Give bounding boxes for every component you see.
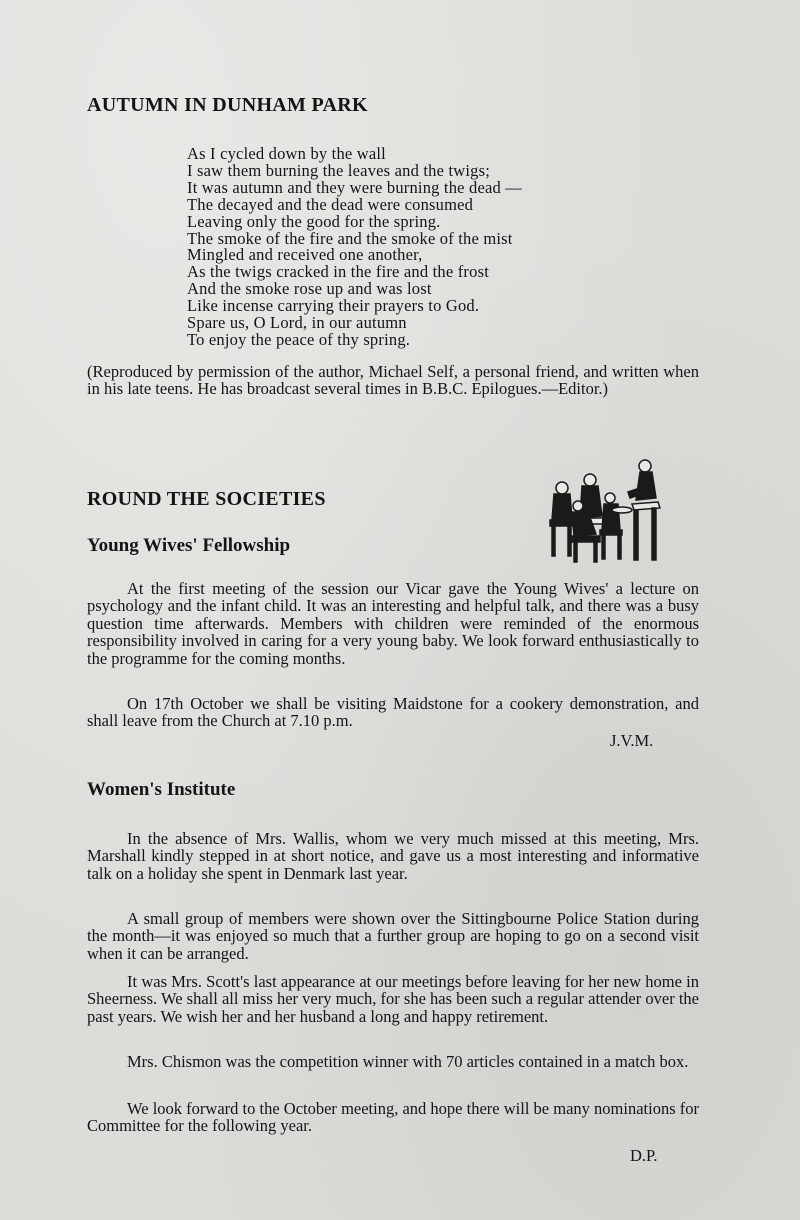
poem-line: Spare us, O Lord, in our autumn [187, 313, 407, 333]
group-meeting-illustration [548, 458, 666, 566]
womens-institute-paragraph: We look forward to the October meeting, and hope there will be many nominations for Committee for the following year. [87, 1099, 699, 1136]
poem-line: Mingled and received one another, [187, 245, 423, 265]
poem-line: As I cycled down by the wall [187, 144, 386, 163]
editor-note: (Reproduced by permission of the author, Michael Self, a personal friend, and written when in his late teens. He has broadcast several times in B.B.C. Epilogues.—Editor.) [87, 362, 699, 398]
womens-institute-paragraph: A small group of members were shown over the Sittingbourne Police Station during the month—it was enjoyed so much that a further group are hoping to go on a second visit when it can be arranged. [87, 909, 699, 963]
poem-line: I saw them burning the leaves and the twigs; [187, 160, 490, 180]
poem-line: As the twigs cracked in the fire and the frost [187, 262, 489, 282]
womens-institute-paragraph: In the absence of Mrs. Wallis, whom we very much missed at this meeting, Mrs. Marshall kindly stepped in at short notice, and gave us a most interesting and informative talk on a holiday she spent in Denmark last year. [87, 829, 699, 883]
womens-institute-paragraph: Mrs. Chismon was the competition winner with 70 articles contained in a match box. [127, 1052, 689, 1071]
poem-line: It was autumn and they were burning the dead — [187, 177, 522, 197]
young-wives-signature: J.V.M. [610, 731, 654, 750]
young-wives-heading: Young Wives' Fellowship [87, 535, 291, 556]
womens-institute-paragraph: It was Mrs. Scott's last appearance at our meetings before leaving for her new home in Sheerness. We shall all miss her very much, for she has been such a regular attender over the past years. We wish her and her husband a long and happy retirement. [87, 972, 699, 1026]
womens-institute-heading: Women's Institute [87, 779, 236, 800]
young-wives-paragraph: At the first meeting of the session our Vicar gave the Young Wives' a lecture on psychology and the infant child. It was an interesting and helpful talk, and there was a busy question time afterwards. Members with children were reminded of the enormous responsibility involved in caring for a very young baby. We look forward enthusiastically to the programme for the coming months. [87, 579, 699, 668]
poem-line: The smoke of the fire and the smoke of the mist [187, 228, 513, 248]
article-title: AUTUMN IN DUNHAM PARK [87, 94, 368, 116]
womens-institute-signature: D.P. [630, 1146, 658, 1165]
poem [187, 146, 522, 349]
poem-line: Like incense carrying their prayers to God. [187, 296, 480, 316]
section-title: ROUND THE SOCIETIES [87, 488, 326, 510]
poem-line: To enjoy the peace of thy spring. [187, 329, 411, 349]
poem-line: And the smoke rose up and was lost [187, 279, 432, 299]
poem-line: The decayed and the dead were consumed [187, 194, 474, 214]
young-wives-paragraph: On 17th October we shall be visiting Maidstone for a cookery demonstration, and shall leave from the Church at 7.10 p.m. [87, 694, 699, 731]
poem-line: Leaving only the good for the spring. [187, 211, 441, 231]
